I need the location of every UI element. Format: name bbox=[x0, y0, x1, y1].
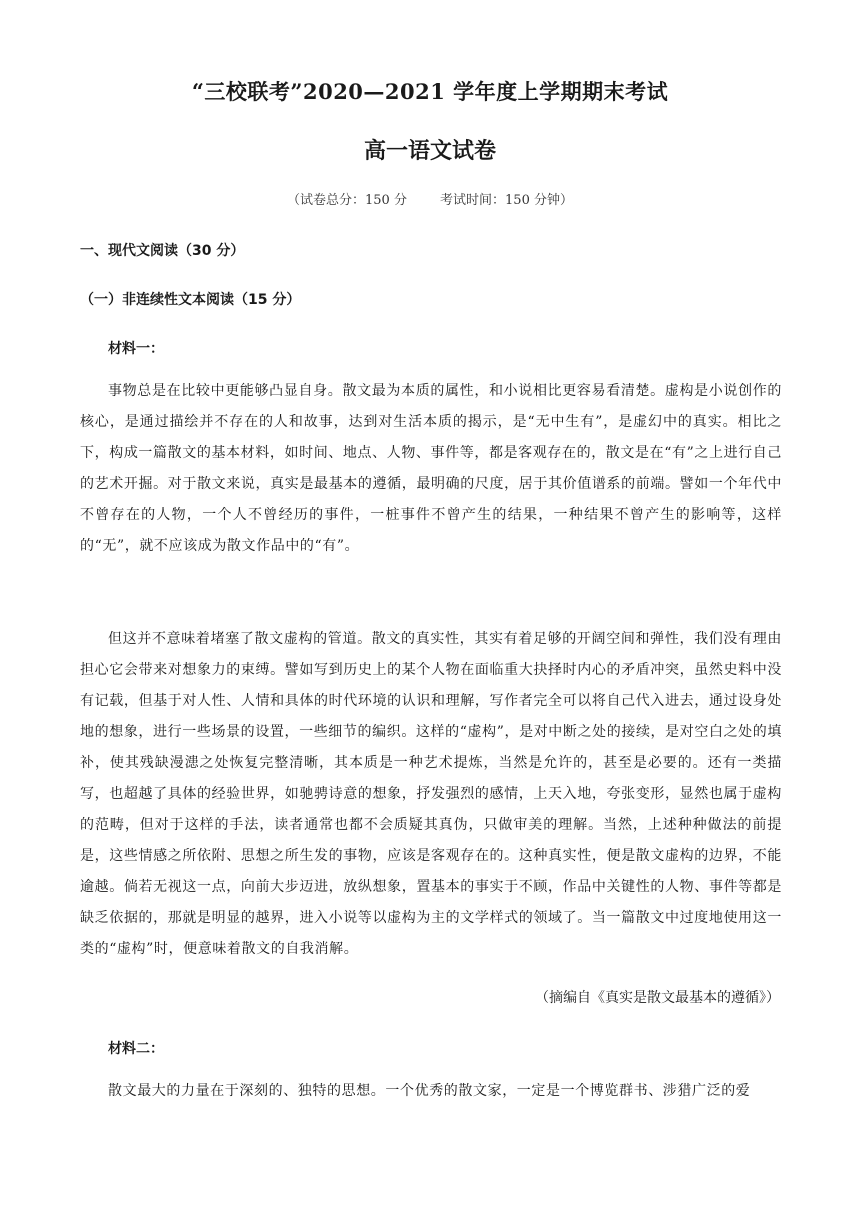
exam-title: “三校联考”2020—2021 学年度上学期期末考试 bbox=[191, 79, 669, 104]
material-two-paragraph-1: 散文最大的力量在于深刻的、独特的思想。一个优秀的散文家，一定是一个博览群书、涉猎广泛的爱 bbox=[108, 1083, 751, 1099]
subject-title: 高一语文试卷 bbox=[363, 138, 496, 164]
subsection-heading: （一）非连续性文本阅读（15 分） bbox=[80, 292, 301, 308]
exam-time: 考试时间：150 分钟） bbox=[440, 193, 573, 208]
material-one-paragraph-2: 但这并不意味着堵塞了散文虚构的管道。散文的真实性，其实有着足够的开阔空间和弹性，我们没有理由担心它会带来对想象力的束缚。譬如写到历史上的某个人物在面临重大抉择时内心的矛盾冲突，虽然史料中没有记载，但基于对人性、人情和具体的时代环境的认识和理解，写作者完全可以将自己代入进去，通过设身处地的想象，进行一些场景的设置，一些细节的编织。这样的“虚构”，是对中断之处的接续，是对空白之处的填补，使其残缺漫漶之处恢复完整清晰，其本质是一种艺术提炼，当然是允许的，甚至是必要的。还有一类描写，也超越了具体的经验世界，如驰骋诗意的想象，抒发强烈的感情，上天入地，夸张变形，显然也属于虚构的范畴，但对于这样的手法，读者通常也都不会质疑其真伪，只做审美的理解。当然，上述种种做法的前提是，这些情感之所依附、思想之所生发的事物，应该是客观存在的。这种真实性，便是散文虚构的边界，不能逾越。倘若无视这一点，向前大步迈进，放纵想象，置基本的事实于不顾，作品中关键性的人物、事件等都是缺乏依据的，那就是明显的越界，进入小说等以虚构为主的文学样式的领域了。当一篇散文中过度地使用这一类的“虚构”时，便意味着散文的自我消解。 bbox=[80, 631, 782, 957]
material-one-paragraph-1: 事物总是在比较中更能够凸显自身。散文最为本质的属性，和小说相比更容易看清楚。虚构是小说创作的核心，是通过描绘并不存在的人和故事，达到对生活本质的揭示，是“无中生有”，是虚幻中的真实。相比之下，构成一篇散文的基本材料，如时间、地点、人物、事件等，都是客观存在的，散文是在“有”之上进行自己的艺术开掘。对于散文来说，真实是最基本的遵循，最明确的尺度，居于其价值谱系的前端。譬如一个年代中不曾存在的人物，一个人不曾经历的事件，一桩事件不曾产生的结果，一种结果不曾产生的影响等，这样的“无”，就不应该成为散文作品中的“有”。 bbox=[80, 383, 782, 554]
material-one-label: 材料一： bbox=[108, 341, 164, 357]
material-one-source: （摘编自《真实是散文最基本的遵循》） bbox=[535, 990, 780, 1006]
material-two-label: 材料二： bbox=[108, 1041, 164, 1057]
total-score: （试卷总分：150 分 bbox=[287, 193, 407, 208]
section-heading: 一、现代文阅读（30 分） bbox=[80, 243, 245, 259]
exam-info bbox=[0, 191, 860, 211]
